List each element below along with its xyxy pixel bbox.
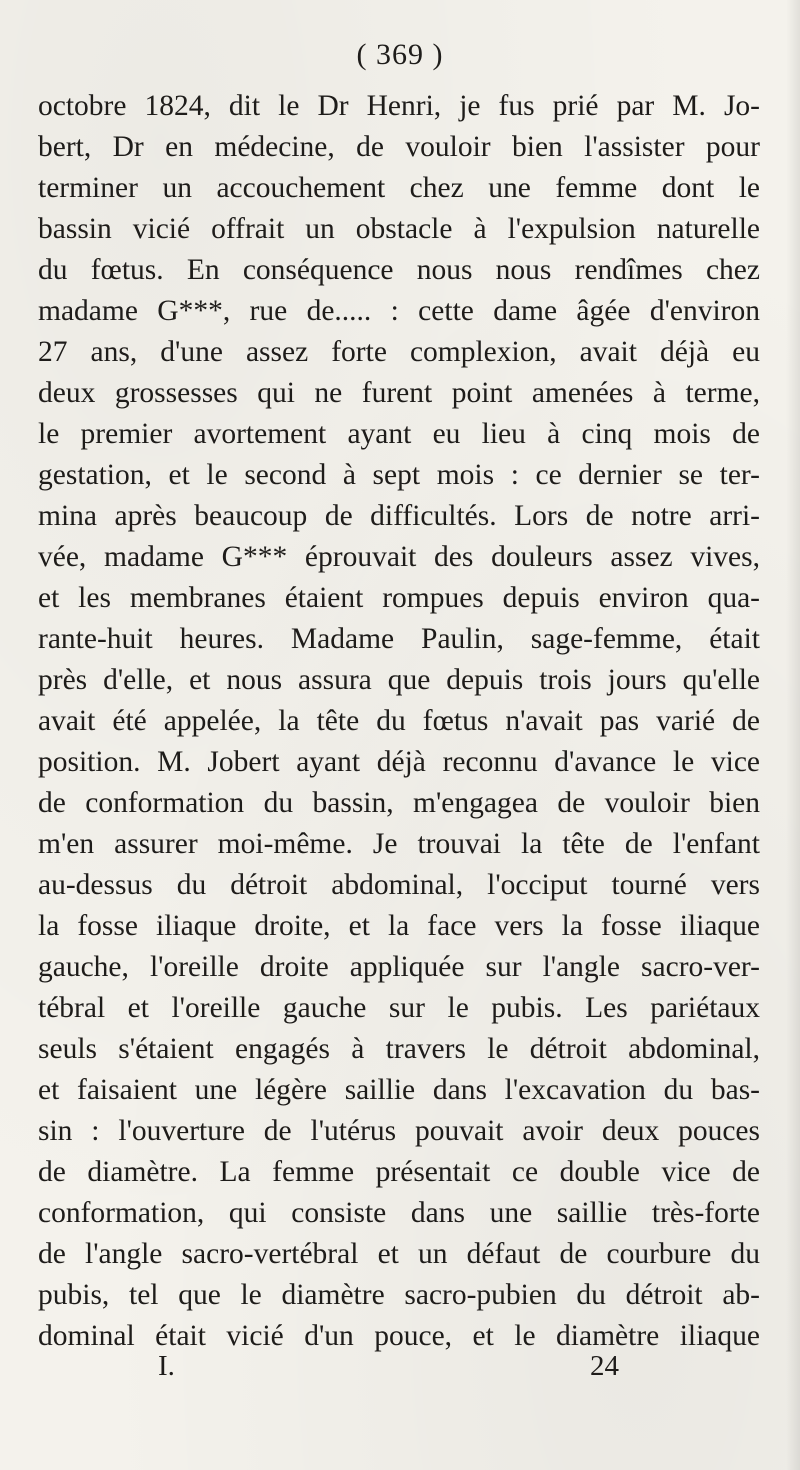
text-line: la fosse iliaque droite, et la face vers la fosse iliaque <box>38 910 760 942</box>
text-line: de conformation du bassin, m'engagea de vouloir bien <box>38 787 760 819</box>
text-line: près d'elle, et nous assura que depuis trois jours qu'elle <box>38 664 760 696</box>
text-line: de diamètre. La femme présentait ce double vice de <box>38 1156 760 1188</box>
text-line: le premier avortement ayant eu lieu à cinq mois de <box>38 418 760 450</box>
text-line: dominal était vicié d'un pouce, et le diamètre iliaque <box>38 1320 760 1352</box>
text-line: pubis, tel que le diamètre sacro-pubien du détroit ab- <box>38 1279 760 1311</box>
text-line: conformation, qui consiste dans une saillie très-forte <box>38 1197 760 1229</box>
text-line: 27 ans, d'une assez forte complexion, avait déjà eu <box>38 336 760 368</box>
body-text <box>38 86 760 1357</box>
page-edge-shadow <box>786 0 800 1470</box>
text-line: au-dessus du détroit abdominal, l'occiput tourné vers <box>38 869 760 901</box>
text-line: tébral et l'oreille gauche sur le pubis. Les pariétaux <box>38 992 760 1024</box>
page-number: ( 369 ) <box>356 38 444 71</box>
text-line: de l'angle sacro-vertébral et un défaut de courbure du <box>38 1238 760 1270</box>
text-line: bassin vicié offrait un obstacle à l'expulsion naturelle <box>38 213 760 245</box>
text-line: bert, Dr en médecine, de vouloir bien l'assister pour <box>38 131 760 163</box>
text-line: gauche, l'oreille droite appliquée sur l'angle sacro-ver- <box>38 951 760 983</box>
page-footer <box>0 1350 800 1390</box>
text-line: et faisaient une légère saillie dans l'excavation du bas- <box>38 1074 760 1106</box>
text-line: m'en assurer moi-même. Je trouvai la tête de l'enfant <box>38 828 760 860</box>
text-line: et les membranes étaient rompues depuis environ qua- <box>38 582 760 614</box>
text-line: gestation, et le second à sept mois : ce dernier se ter- <box>38 459 760 491</box>
leaf-number: 24 <box>590 1350 619 1382</box>
text-line: deux grossesses qui ne furent point amenées à terme, <box>38 377 760 409</box>
text-line: madame G***, rue de..... : cette dame âgée d'environ <box>38 295 760 327</box>
text-line: du fœtus. En conséquence nous nous rendîmes chez <box>38 254 760 286</box>
text-line: vée, madame G*** éprouvait des douleurs assez vives, <box>38 541 760 573</box>
signature-mark: I. <box>158 1350 175 1382</box>
text-line: seuls s'étaient engagés à travers le détroit abdominal, <box>38 1033 760 1065</box>
text-line: position. M. Jobert ayant déjà reconnu d'avance le vice <box>38 746 760 778</box>
text-line: mina après beaucoup de difficultés. Lors de notre arri- <box>38 500 760 532</box>
text-line: sin : l'ouverture de l'utérus pouvait avoir deux pouces <box>38 1115 760 1147</box>
text-line: terminer un accouchement chez une femme dont le <box>38 172 760 204</box>
text-line: avait été appelée, la tête du fœtus n'avait pas varié de <box>38 705 760 737</box>
text-line: rante-huit heures. Madame Paulin, sage-femme, était <box>38 623 760 655</box>
text-line: octobre 1824, dit le Dr Henri, je fus prié par M. Jo- <box>38 90 760 122</box>
